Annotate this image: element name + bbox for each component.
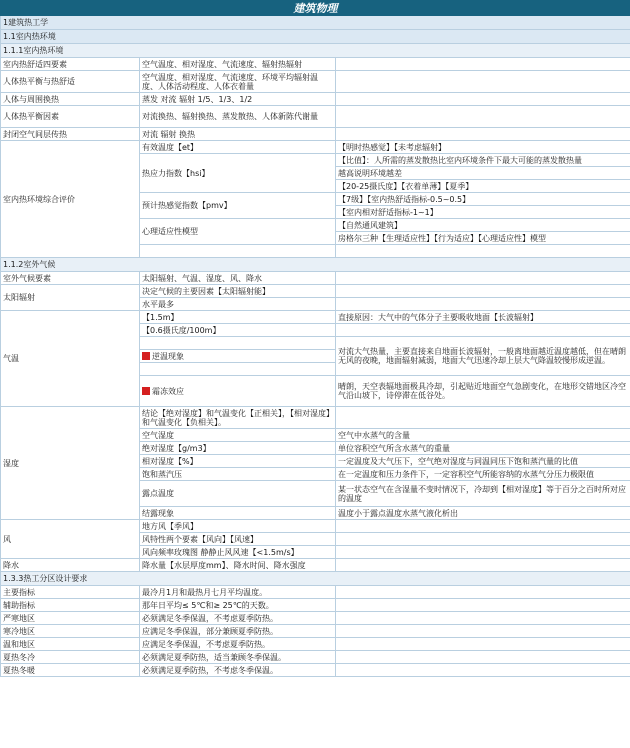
row-value: 太阳辐射、气温、湿度、风、降水	[140, 272, 336, 285]
table-row	[1, 141, 630, 154]
table-row	[1, 651, 630, 664]
row-value: 对流 辐射 换热	[140, 128, 336, 141]
row-label: 室外气候要素	[1, 272, 140, 285]
table-row	[1, 128, 630, 141]
row-detail: 【7级】【室内热舒适指标-0.5~0.5】	[336, 193, 630, 206]
row-label: 夏热冬暖	[1, 664, 140, 677]
row-value: 对流换热、辐射换热、蒸发散热、人体新陈代谢量	[140, 106, 336, 128]
row-value: 逆温现象	[140, 350, 336, 363]
row-value: 有效温度【et】	[140, 141, 336, 154]
table-row	[1, 311, 630, 324]
row-value: 降水量【水层厚度mm】、降水时间、降水强度	[140, 559, 336, 572]
table-row	[1, 58, 630, 71]
row-label: 温和地区	[1, 638, 140, 651]
row-detail: 【20-25摄氏度】【衣着单薄】【夏季】	[336, 180, 630, 193]
table-row	[1, 559, 630, 572]
row-value: 风特性两个要素【风向】【风速】	[140, 533, 336, 546]
section-heading: 1建筑热工学	[1, 16, 630, 30]
row-value: 应满足冬季保温，部分兼顾夏季防热。	[140, 625, 336, 638]
row-value: 预计热感觉指数【pmv】	[140, 193, 336, 219]
section-heading: 1.1室内热环境	[1, 30, 630, 44]
row-value: 【1.5m】	[140, 311, 336, 324]
row-label: 太阳辐射	[1, 285, 140, 311]
row-value: 风向频率玫瑰图 静静止风风速【<1.5m/s】	[140, 546, 336, 559]
row-label: 夏热冬冷	[1, 651, 140, 664]
row-label: 严寒地区	[1, 612, 140, 625]
row-value: 必须满足冬季保温，不考虑夏季防热。	[140, 612, 336, 625]
row-value: 霜冻效应	[140, 376, 336, 407]
row-value: 地方风【季风】	[140, 520, 336, 533]
row-label: 室内热舒适四要素	[1, 58, 140, 71]
row-value: 心理适应性模型	[140, 219, 336, 245]
row-detail: 房格尔三种【生理适应性】【行为适应】【心理适应性】模型	[336, 232, 630, 245]
row-detail: 晴朗，天空表辐地面极具冷却，引起贴近地面空气急剧变化，在地形交错地区冷空气沿山坡下，诗停滞在低谷处。	[336, 376, 630, 407]
row-detail: 【自然通风建筑】	[336, 219, 630, 232]
row-value: 空气温度、相对湿度、气流速度、环境平均辐射温度、人体活动程度、人体衣着量	[140, 71, 336, 93]
subsection-heading: 1.3.3热工分区设计要求	[1, 572, 630, 586]
row-label: 气温	[1, 311, 140, 407]
row-value: 空气湿度	[140, 429, 336, 442]
row-value: 【0.6摄氏度/100m】	[140, 324, 336, 337]
row-value: 应满足冬季保温，不考虑夏季防热。	[140, 638, 336, 651]
row-detail: 【室内相对舒适指标-1~1】	[336, 206, 630, 219]
row-detail: 对流大气热量，主要直接来自地面长波辐射，一般离地面越近温度越低，但在晴朗无风的夜晚，地面辐射减弱，地面大气迅速冷却上层大气降温较慢形成逆温。	[336, 337, 630, 376]
row-label: 寒冷地区	[1, 625, 140, 638]
table-row	[1, 106, 630, 128]
red-flag-icon	[142, 352, 150, 360]
row-value: 那年日平均≤ 5℃和≥ 25℃的天数。	[140, 599, 336, 612]
row-label: 风	[1, 520, 140, 559]
row-value: 必须满足夏季防热，不考虑冬季保温。	[140, 664, 336, 677]
row-value: 热应力指数【hsi】	[140, 154, 336, 193]
row-value: 绝对湿度【g/m3】	[140, 442, 336, 455]
row-value: 结论【绝对湿度】和气温变化【正相关】，【相对湿度】和气温变化【负相关】。	[140, 407, 336, 429]
table-row	[1, 93, 630, 106]
row-detail: 越高说明环境越差	[336, 167, 630, 180]
table-row	[1, 285, 630, 298]
row-value: 结露现象	[140, 507, 336, 520]
row-value: 露点温度	[140, 481, 336, 507]
row-label: 封闭空气间层传热	[1, 128, 140, 141]
row-label: 降水	[1, 559, 140, 572]
red-flag-icon	[142, 387, 150, 395]
table-row	[1, 586, 630, 599]
table-row	[1, 71, 630, 93]
row-detail: 【比值】：人所需的蒸发散热比室内环境条件下最大可能的蒸发散热量	[336, 154, 630, 167]
table-row	[1, 664, 630, 677]
row-detail: 一定温度及大气压下，空气绝对湿度与同温同压下饱和蒸汽量的比值	[336, 455, 630, 468]
row-detail: 温度小于露点温度水蒸气液化析出	[336, 507, 630, 520]
sheet-title: 建筑物理	[1, 1, 630, 16]
table-row	[1, 272, 630, 285]
row-value: 水平最多	[140, 298, 336, 311]
row-value: 相对湿度【%】	[140, 455, 336, 468]
row-label: 人体热平衡与热舒适	[1, 71, 140, 93]
row-label: 人体与周围换热	[1, 93, 140, 106]
row-detail: 直接原因：大气中的气体分子主要吸收地面【长波辐射】	[336, 311, 630, 324]
row-label: 辅助指标	[1, 599, 140, 612]
row-value: 饱和蒸汽压	[140, 468, 336, 481]
row-detail: 单位容积空气所含水蒸气的重量	[336, 442, 630, 455]
table-row	[1, 407, 630, 429]
row-value: 空气温度、相对湿度、气流速度、辐射热辐射	[140, 58, 336, 71]
row-detail: 在一定温度和压力条件下，一定容积空气所能容纳的水蒸气分压力极限值	[336, 468, 630, 481]
table-row	[1, 599, 630, 612]
row-label: 室内热环境综合评价	[1, 141, 140, 258]
row-label: 湿度	[1, 407, 140, 520]
row-label: 人体热平衡因素	[1, 106, 140, 128]
row-detail: 某一状态空气在含湿量不变时情况下，冷却到【相对湿度】等于百分之百时所对应的温度	[336, 481, 630, 507]
row-detail: 空气中水蒸气的含量	[336, 429, 630, 442]
row-label: 主要指标	[1, 586, 140, 599]
subsection-heading: 1.1.1室内热环境	[1, 44, 630, 58]
row-value: 决定气候的主要因素【太阳辐射能】	[140, 285, 336, 298]
table-row	[1, 638, 630, 651]
subsection-heading: 1.1.2室外气候	[1, 258, 630, 272]
table-row	[1, 520, 630, 533]
table-row	[1, 612, 630, 625]
row-detail: 【明时热感觉】【未考虑辐射】	[336, 141, 630, 154]
row-value: 最冷月1月和最热月七月平均温度。	[140, 586, 336, 599]
row-value: 蒸发 对流 辐射 1/5、1/3、1/2	[140, 93, 336, 106]
table-row	[1, 625, 630, 638]
row-value: 必须满足夏季防热，适当兼顾冬季保温。	[140, 651, 336, 664]
